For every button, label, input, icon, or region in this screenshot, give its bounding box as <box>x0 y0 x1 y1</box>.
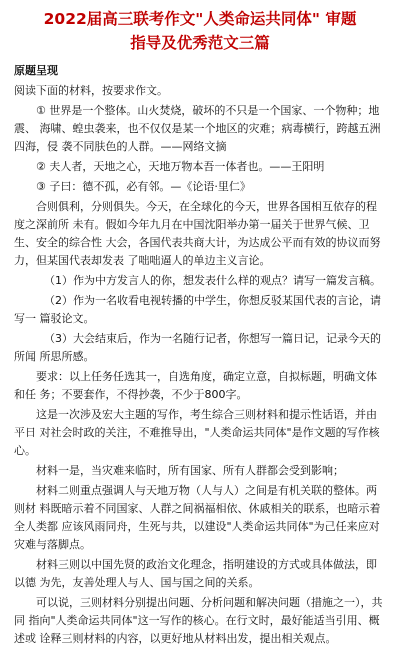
task-one: （1）作为中方发言人的你，想发表什么样的观点？请写一篇发言稿。 <box>44 274 381 287</box>
analysis-paragraph-2: 材料一是，当灾难来临时，所有国家、所有人群都会受到影响； <box>36 464 344 477</box>
material-one: ① 世界是一个整体。山火焚烧，破坏的不只是一个国家、一个物种；地震、 海啸、蝗虫袭来，也不仅仅是某一个地区的灾难；病毒横行，跨越五洲四海，侵 袭不同肤色的人群。——网络文摘 <box>14 104 381 153</box>
document-body <box>0 54 400 648</box>
requirement-paragraph: 要求：以上任务任选其一，自选角度，确定立意，自拟标题，明确文体和任 务；不要套作，不得抄袭，不少于800字。 <box>14 370 377 401</box>
analysis-paragraph-3: 材料二则重点强调人与天地万物（人与人）之间是有机关联的整体。两则材 料既暗示着不同国家、人群之间祸福相依、休戚相关的联系，也暗示着全人类都 应该风雨同舟，生死与共，以建设"人类命运共同体"为己任来应对灾难与落脚点。 <box>14 484 381 551</box>
context-paragraph: 合则俱利，分则俱失。今天，在全球化的今天，世界各国相互依存的程度之深前所 未有。假如今年九月在中国沈阳举办第一届关于世界气候、卫生、安全的综合性 大会，各国代表共商大计，为达成公平而有效的协议而努力，但某国代表却发表 了咄咄逼人的单边主义言论。 <box>14 200 381 267</box>
material-two: ② 夫人者，天地之心，天地万物本吾一体者也。——王阳明 <box>36 160 325 173</box>
material-three: ③ 子曰：德不孤，必有邻。—《论语·里仁》 <box>36 180 251 193</box>
analysis-paragraph-1: 这是一次涉及宏大主题的写作，考生综合三则材料和提示性话语，并由平日 对社会时政的关注，不难推导出，"人类命运共同体"是作文题的写作核心。 <box>14 408 380 457</box>
task-three: （3）大会结束后，作为一名随行记者，你想写一篇日记，记录今天的所闻 所思所感。 <box>14 332 381 363</box>
analysis-paragraph-5: 可以说，三则材料分别提出问题、分析问题和解决问题（措施之一），共同 指向"人类命运共同体"这一写作的核心。在行文时，最好能适当引用、概述或 诠释三则材料的内容，以更好地从材料出发，提出相关观点。 <box>14 596 383 645</box>
task-two: （2）作为一名收看电视转播的中学生，你想反驳某国代表的言论，请写一 篇驳论文。 <box>14 294 381 325</box>
section-heading: 原题呈现 <box>14 64 58 77</box>
document-title-line-2: 指导及优秀范文三篇 <box>130 34 270 52</box>
analysis-paragraph-4: 材料三则以中国先贤的政治文化理念，指明建设的方式或具体做法，即以德 为先，友善处理人与人、国与国之间的关系。 <box>14 558 377 589</box>
prompt-intro: 阅读下面的材料，按要求作文。 <box>14 84 168 97</box>
document-title-line-1: 2022届高三联考作文"人类命运共同体" 审题 <box>43 10 357 28</box>
